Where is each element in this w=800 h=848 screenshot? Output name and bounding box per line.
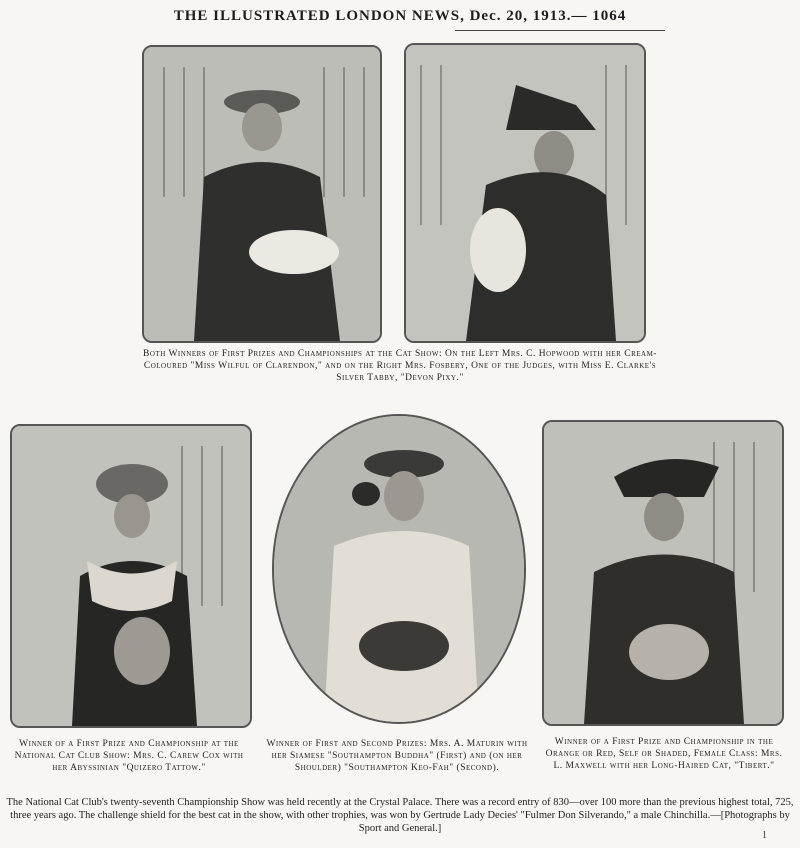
caption-left-text: Winner of a First Prize and Championship at the National Cat Club Show: Mrs. C. Carew Cox with her Abyssinian "Quizero Tattow.": [14, 739, 244, 773]
photo-mrs-fosbery-image: [406, 45, 644, 341]
article-footer-text: The National Cat Club's twenty-seventh Championship Show was held recently at the Crystal Palace. There was a record entry of 830—over 100 more than the previous highest total, 725, three years ago. The challenge shield for the best cat in the show, with other trophies, was won by Gertrude Lady Decies' "Fulmer Don Silverando," a male Chinchilla.—[Photographs by Sport and General.]: [6, 797, 794, 834]
caption-center-text: Winner of First and Second Prizes: Mrs. A. Maturin with her Siamese "Southampton Buddha" (First) and (on her Shoulder) "Southampton Keo-Fah" (Second).: [266, 739, 528, 773]
photo-mrs-hopwood-image: [144, 47, 380, 341]
photo-mrs-maturin: [272, 414, 526, 724]
caption-left: [6, 738, 252, 774]
caption-top: [140, 348, 660, 384]
caption-right: [540, 736, 788, 772]
page-header: [0, 8, 800, 25]
photo-mrs-maxwell-image: [544, 422, 782, 724]
caption-right-text: Winner of a First Prize and Championship in the Orange or Red, Self or Shaded, Female Class: Mrs. L. Maxwell with her Long-Haired Cat, "Tibert.": [545, 737, 783, 771]
page-mark: 1: [762, 830, 767, 841]
photo-mrs-maturin-image: [274, 416, 524, 722]
photo-mrs-carew-cox: [10, 424, 252, 728]
article-footer: [6, 796, 794, 835]
caption-center: [266, 738, 528, 774]
page-header-title: THE ILLUSTRATED LONDON NEWS, Dec. 20, 1913.— 1064: [173, 8, 627, 24]
photo-mrs-carew-cox-image: [12, 426, 250, 726]
photo-mrs-fosbery: [404, 43, 646, 343]
caption-top-text: Both Winners of First Prizes and Championships at the Cat Show: On the Left Mrs. C. Hopwood with her Cream-Coloured "Miss Wilful of Clarendon," and on the Right Mrs. Fosbery, One of the Judges, with Miss E. Clarke's Silver Tabby, "Devon Pixy.": [143, 349, 657, 383]
photo-mrs-maxwell: [542, 420, 784, 726]
header-rule: [455, 30, 665, 31]
photo-mrs-hopwood: [142, 45, 382, 343]
